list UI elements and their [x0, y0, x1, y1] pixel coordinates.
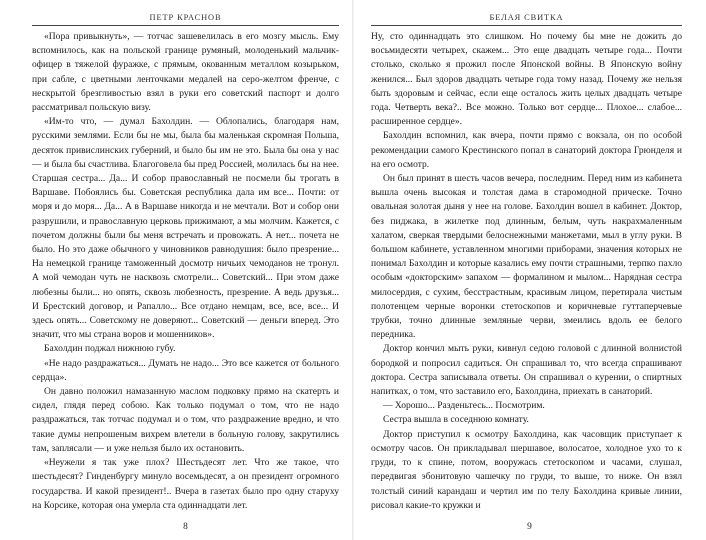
paragraph: «Пора привыкнуть», — тотчас зашевелилась в его мозгу мысль. Ему вспомнилось, как на польской границе румяный, молоденький мальчик-офицер в тяжелой фуражке, с прямым, окованным металлом козырьком, при сабле, с цветными ленточками медалей на серо-желтом френче, с нескрытой брезгливостью взял в руки его советский паспорт и долго рассматривал польскую визу. — [32, 31, 339, 114]
paragraph: «Не надо раздражаться... Думать не надо... Это все кажется от больного сердца». — [32, 357, 339, 383]
right-page — [353, 0, 706, 540]
paragraph: Он был принят в шесть часов вечера, последним. Перед ним из кабинета вышла очень высокая и толстая дама в старомодной прическе. Точно овальная золотая дыня у нее на голове. Бахолдин вошел в кабинет. Доктор, без пиджака, в жилетке под длинным, белым, чуть накрахмаленным халатом, сверкая твердыми белоснежными манжетами, мыл в углу руки. В большом кабинете, уставленном многими приборами, значения которых не понимал Бахолдин и которые казались ему почти страшными, терпко пахло особым «докторским» запахом — формалином и мылом... Нарядная сестра милосердия, с сухим, бесстрастным, красивым лицом, перетирала чистым полотенцем черные воронки стетоскопов и коричневые гуттаперчевые трубки, точно длинные земляные черви, змеились вдоль ее белого передника. — [371, 173, 682, 341]
paragraph: Доктор кончил мыть руки, кивнул седою головой с длинной волнистой бородкой и попросил садиться. Он спрашивал то, что всегда спрашивают доктора. Сестра записывала ответы. Он спрашивал о курении, о спиртных напитках, о том, что заставило его, Бахолдина, приехать в санаторий. — [371, 343, 682, 398]
paragraph: Ну, сто одиннадцать это слишком. Но почему бы мне не дожить до восьмидесяти четырех, скажем... Это еще двадцать четыре года... Почти столько, сколько я прожил после Японской войны. В Японскую войну женился... Был здоров двадцать четыре года тому назад. Почему же нельзя быть здоровым и сейчас, если еще осталось жить целых двадцать четыре года. Четверть века?.. Все можно. Только вот сердце... Плохое... слабое... расширенное сердце». — [371, 31, 682, 128]
body-text-right — [371, 30, 682, 513]
paragraph: Сестра вышла в соседнюю комнату. — [383, 414, 529, 426]
paragraph: Бахолдин вспомнил, как вчера, почти прямо с вокзала, он по особой рекомендации самого Крестинского попал в санаторий доктора Грюнделя и на его осмотр. — [371, 130, 682, 170]
running-head-right: БЕЛАЯ СВИТКА — [489, 12, 564, 22]
paragraph: «Неужели я так уже плох? Шестьдесят лет. Что же такое, что шестьдесят? Гинденбургу минуло восемьдесят, а он президент огромного государства. И какой президент!.. Вчера в газетах было про одну старуху на Корсике, которая она умерла ста одиннадцати лет. — [32, 457, 339, 511]
page-number-right: 9 — [527, 522, 532, 532]
running-head-left: ПЕТР КРАСНОВ — [149, 12, 222, 22]
page-number-left: 8 — [183, 522, 188, 532]
paragraph: Бахолдин поджал нижнюю губу. — [44, 343, 176, 355]
paragraph: — Хорошо... Разденьтесь... Посмотрим. — [383, 400, 545, 412]
body-text-left — [32, 30, 339, 513]
paragraph: Он давно положил намазанную маслом подковку прямо на скатерть и сидел, глядя перед собою. Как только подумал о том, что не надо раздражаться, так тотчас подумал и о том, что раздражение вредно, и что такие думы непрошеным вихрем влетели в больную голову, закрутились там, заплясали — и уже нельзя было их остановить. — [32, 386, 339, 454]
header-rule-right — [371, 25, 682, 26]
paragraph: Доктор приступил к осмотру Бахолдина, как часовщик приступает к осмотру часов. Он прикладывал шершавое, волосатое, холодное ухо то к груди, то к спине, потом, вооружась стетоскопом и часами, слушал, передвигая эбонитовую чашечку по груди, то выше, то ниже. Он взял толстый синий карандаш и чертил им по телу Бахолдина кривые линии, рисовал какие-то кружки и — [371, 428, 682, 511]
paragraph: «Им-то что, — думал Бахолдин. — Облопались, благодаря нам, русскими землями. Если бы не мы, была бы маленькая скромная Польша, десяток привислинских губерний, и было бы им не это. Была бы она у нас — и была бы счастлива. Благоговела бы пред Россией, молилась бы на нее. Старшая сестра... Да... И собор православный не посмели бы трогать в Варшаве. Побоялись бы. Советская республика дала им все... Почти: от моря и до моря... Да... А в Варшаве никогда и не мечтали. Вот и собор они разрушили, и православную церковь прижимают, а мы молчим. Кажется, с почетом должны были бы меня встречать и провожать. А нет... почета не было. Но это даже обычного у чиновников равнодушия: было презрение... На немецкой границе таможенный досмотр ничьих чемоданов не тронул. А мой чемодан чуть не насквозь смотрели... Советский... При этом даже любезны были... но опять, сквозь любезность, презрение. А ведь друзья... И Брестский договор, и Рапалло... Все отдано немцам, все, все, все... И здесь опять... Советскому не доверяют... Советский — деньги вперед. Это значит, что мы страна воров и мошенников». — [32, 116, 339, 341]
header-rule-left — [32, 25, 339, 26]
